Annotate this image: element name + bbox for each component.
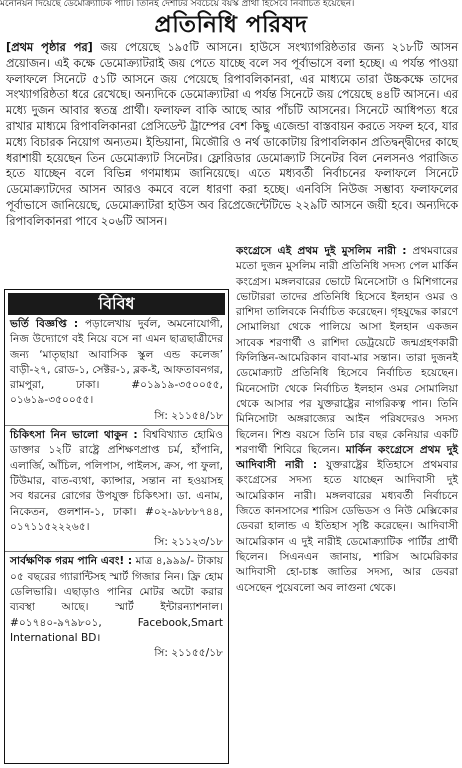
- ad-code: সি: ২১১২৩/১৮: [154, 536, 223, 549]
- right-column: [236, 244, 458, 596]
- ad-body: মাত্র ৪,৯৯৯/- টাকায় ০৫ বছরের গ্যারান্টিসহ স্মার্ট গিজার নিন। ফ্রি হোম ডেলিভারি। এছাড়াও পানির মোটর অটো করার ব্যবস্থা আছে। স্মার্ট ইন্টারন্যাশনাল। #০১৭৪০-৯৭৯৮০১, Facebook,Smart International BD।: [10, 555, 223, 644]
- ad-code: সি: ২১১৫৪/১৮: [154, 409, 223, 422]
- subheading-muslim-women: কংগ্রেসে এই প্রথম দুই মুসলিম নারী :: [236, 245, 407, 257]
- classified-ad: [5, 552, 228, 662]
- ad-code: সি: ২১১৫৫/১৮: [154, 647, 223, 660]
- ad-body: বিশ্ববিখ্যাত হোমিও ডাক্তার ১২টি রাষ্ট্রে প্রশিক্ষণপ্রাপ্ত চর্ম, হাঁপানি, এলার্জি, আঁচিল, পলিপাস, পাইলস, ক্রস, পা ফুলা, টিউমার, বাত-ব্যথা, ক্যান্সার, সন্তান না হওয়াসহ সব ধরনের রোগের উপযুক্ত চিকিৎসা। ডা. এনাম, নিকেতন, গুলশান-১, ঢাকা। #০২-৯৮৮৮৭৪৪, ০১৭১১৫২২২৬৫।: [10, 429, 223, 533]
- subheading-native-women: মার্কিন কংগ্রেসে প্রথম দুই আদিবাসী নারী :: [236, 443, 458, 472]
- classifieds-title: বিবিধ: [8, 293, 225, 315]
- paragraph-native-women: যুক্তরাষ্ট্রের ইতিহাসে প্রথমবার কংগ্রেসের সদস্য হতে যাচ্ছেন আদিবাসী দুই আমেরিকান নারী। মঙ্গলবারের মধ্যবর্তী নির্বাচনে জিতে কানসাসের শারিস ডেভিডস ও নিউ মেক্সিকোর ডেবরা হালান্ড এ ইতিহাস সৃষ্টি করেছেন। আদিবাসী আমেরিকান এ দুই নারীই ডেমোক্র্যাটিক পার্টির প্রার্থী ছিলেন। সিএনএন জানায়, শারিস আমেরিকার আদিবাসী হো-চাঙ্ক জাতির সদস্য, আর ডেবরা এসেছেন পুয়েবলো অব লাগুনা থেকে।: [236, 459, 458, 594]
- ad-body: পড়ালেখায় দুর্বল, অমনোযোগী, নিজ উদ্যোগে বই নিয়ে বসে না এমন ছাত্রছাত্রীদের জন্য ‘মাতৃছায়া আবাসিক স্কুল এন্ড কলেজ’ বাড়ী-২৭, রোড-১, সেক্টর-১, ব্লক-ই, আফতাবনগর, রামপুরা, ঢাকা। #০১৯১৯-৩৫০০৫৫, ০১৬১৯-৩৫০০৫৫।: [10, 318, 223, 407]
- classified-ad: [5, 426, 228, 552]
- previous-article-tail: মনোনয়ন দিয়েছে ডেমোক্র্যাটিক পার্টি। তিনিই দেশটির সবচেয়ে বয়স্ক প্রার্থী হিসেবে নির্বাচিত হয়েছেন।: [0, 0, 355, 9]
- article-continuation: [6, 40, 458, 230]
- paragraph-muslim-women: প্রথমবারের মতো দুজন মুসলিম নারী প্রতিনিধি সদস্য পেল মার্কিন কংগ্রেস। মঙ্গলবারের ভোটে মিনেসোটা ও মিশিগানের ভোটাররা তাদের প্রতিনিধি হিসেবে ইলহান ওমর ও রাশিদা তালিবকে নির্বাচিত করেছেন। গৃহযুদ্ধের কারণে সোমালিয়া থেকে পালিয়ে আসা ইলহান একজন সাবেক শরণার্থী ও রাশিদা ডেট্রয়েটে জন্মগ্রহণকারী ফিলিস্তিন-আমেরিকান বাবা-মার সন্তান। তারা দুজনই ডেমোক্র্যাট প্রতিনিধি হিসেবে নির্বাচিত হয়েছেন। মিনেসোটা থেকে নির্বাচিত ইলহান ওমর সোমালিয়া থেকে আসার পর যুক্তরাষ্ট্রের নাগরিকত্ব পান। তিনি মিনিসোটা অঙ্গরাজ্যের আইন পরিষদেরও সদস্য ছিলেন। শিশু বয়সে তিনি চার বছর কেনিয়ার একটি শরণার্থী শিবিরে ছিলেন।: [236, 245, 458, 456]
- ad-title: ভর্তি বিজ্ঞপ্তি :: [10, 318, 79, 330]
- classifieds-box: [4, 289, 229, 764]
- classified-ad: [5, 315, 228, 426]
- ad-title: চিকিৎসা নিন ভালো থাকুন :: [10, 429, 138, 442]
- continued-from-front-page-kicker: [প্রথম পৃষ্ঠার পর]: [6, 41, 93, 54]
- ad-title: সার্বক্ষণিক গরম পানি এবং! :: [10, 555, 133, 568]
- article-body: জয় পেয়েছে ১৯৫টি আসনে। হাউসে সংখ্যাগরিষ্ঠতার জন্য ২১৮টি আসন প্রয়োজন। এই কক্ষে ডেমোক্র্যাটরাই জয় পেতে যাচ্ছে বলে সব পূর্বাভাসে বলা হচ্ছে। এ পর্যন্ত পাওয়া ফলাফলে সিনেটে ৫১টি আসনে জয় পেয়েছে রিপাবলিকানরা, এর মাধ্যমে তারা উচ্চকক্ষে তাদের সংখ্যাগরিষ্ঠতা ধরে রেখেছে। অন্যদিকে ডেমোক্র্যাটরা এ পর্যন্ত সিনেটে জয় পেয়েছে ৪৪টি আসনে। এর মধ্যে দুজন আবার স্বতন্ত্র প্রার্থী। ফলাফল বাকি আছে আর পাঁচটি আসনের। সিনেটে আধিপত্য ধরে রাখার মাধ্যমে রিপাবলিকানরা প্রেসিডেন্ট ট্রাম্পের বেশ কিছু এজেন্ডা বাস্তবায়ন করতে সফল হবে, যার মধ্যে বিচারক নিয়োগ অন্যতম। ইন্ডিয়ানা, মিজৌরি ও নর্থ ডাকোটায় রিপাবলিকান প্রতিদ্বন্দ্বীদের কাছে ধরাশায়ী হয়েছেন তিন ডেমোক্র্যাট সিনেটর। ফ্লোরিডার ডেমোক্র্যাট সিনেটর বিল নেলসনও পরাজিত হতে যাচ্ছেন বলে বিভিন্ন গণমাধ্যম জানিয়েছে। এতে মধ্যবর্তী নির্বাচনের ফলাফলে সিনেটে ডেমোক্র্যাটদের আসন আরও কমবে বলে ধারণা করা হচ্ছে। এনবিসি নিউজ সম্ভাব্য ফলাফলের পূর্বাভাসে জানিয়েছে, ডেমোক্র্যাটরা হাউস অব রিপ্রেজেন্টেটিভে ২২৯টি আসনে জয়ী হবে। অন্যদিকে রিপাবলিকানরা পাবে ২০৬টি আসন।: [6, 41, 458, 228]
- headline: প্রতিনিধি পরিষদ: [154, 11, 308, 38]
